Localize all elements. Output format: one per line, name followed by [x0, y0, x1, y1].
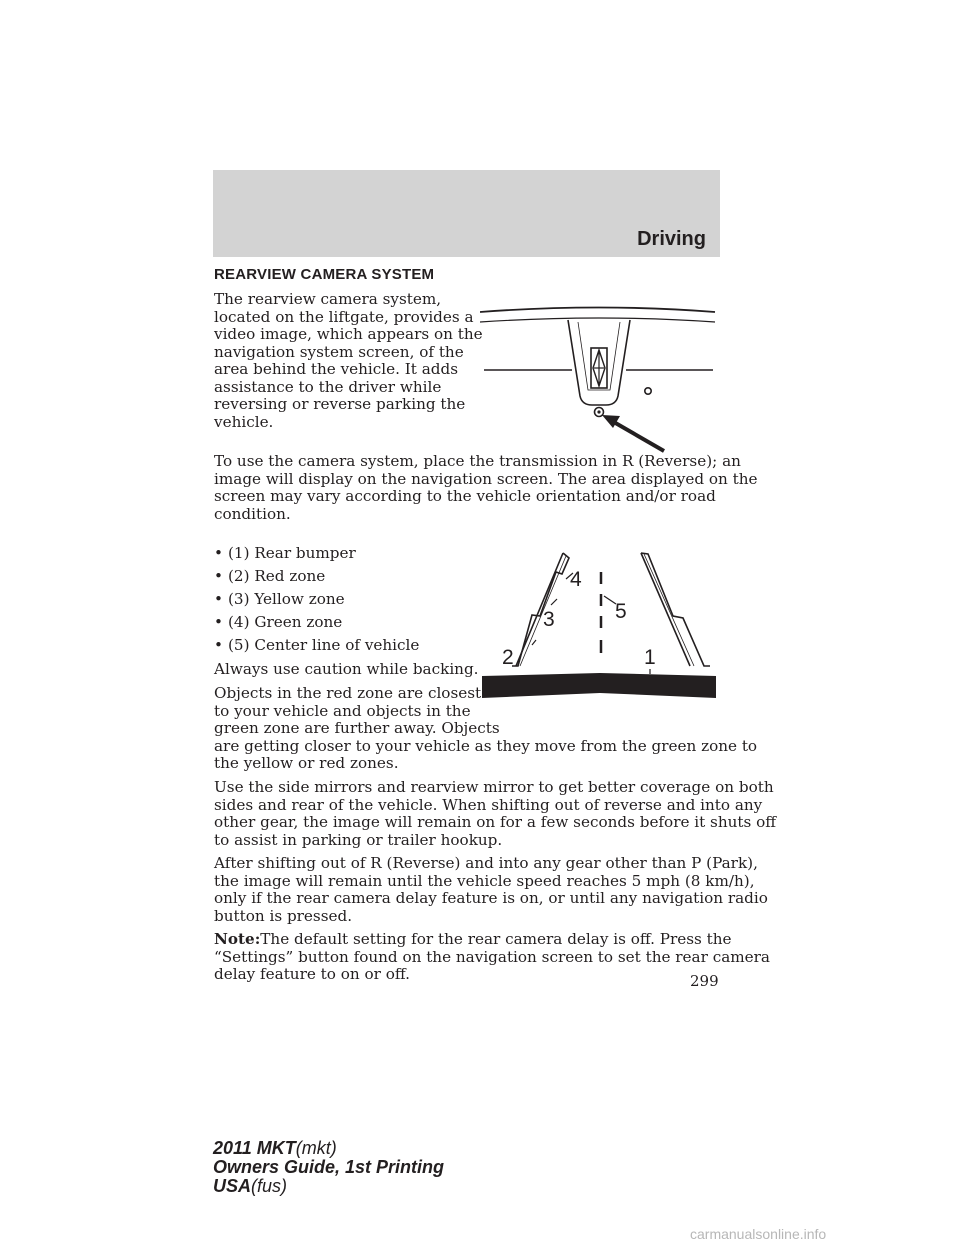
text-line: delay feature to on or off.: [214, 965, 410, 983]
callout-1: 1: [644, 646, 656, 669]
text-line: condition.: [214, 504, 291, 523]
callout-5: 5: [615, 600, 627, 623]
text-line: sides and rear of the vehicle. When shifting out of reverse and into any: [214, 795, 763, 814]
footer-line: [213, 1139, 444, 1158]
footer-market-code: (fus): [251, 1176, 288, 1196]
watermark: carmanualsonline.info: [690, 1226, 827, 1242]
text-line: video image, which appears on the: [214, 325, 483, 343]
text-line: area behind the vehicle. It adds: [214, 360, 459, 378]
text-line: Use the side mirrors and rearview mirror to get better coverage on both: [214, 778, 774, 796]
list-item: [214, 614, 342, 632]
list-item-text: (4) Green zone: [228, 613, 343, 631]
text-line: only if the rear camera delay feature is on, or until any navigation radio: [214, 889, 768, 907]
bullet-glyph: •: [214, 613, 223, 631]
list-item-text: (2) Red zone: [228, 567, 326, 585]
footer-model-code: (mkt): [295, 1138, 337, 1158]
section-header-band: [213, 170, 720, 257]
text-line: green zone are further away. Objects: [214, 719, 500, 737]
text-line: image will display on the navigation screen. The area displayed on the: [214, 469, 758, 488]
pointer-arrow-icon: [602, 415, 664, 451]
text-line: other gear, the image will remain on for a few seconds before it shuts off: [214, 813, 777, 831]
text-line: screen may vary according to the vehicle orientation and/or road: [214, 487, 716, 505]
footer-model: 2011 MKT: [213, 1138, 296, 1158]
text-line: to assist in parking or trailer hookup.: [214, 830, 503, 849]
callout-4: 4: [570, 568, 582, 591]
bullet-glyph: •: [214, 544, 223, 562]
list-item-text: (1) Rear bumper: [228, 544, 356, 562]
page-number: 299: [690, 972, 719, 990]
text-line: the image will remain until the vehicle speed reaches 5 mph (8 km/h),: [214, 871, 755, 890]
text-line: To use the camera system, place the transmission in R (Reverse); an: [214, 452, 741, 470]
note-text: The default setting for the rear camera delay is off. Press the: [260, 930, 732, 948]
text-line: “Settings” button found on the navigation screen to set the rear camera: [214, 947, 770, 966]
text-line: [214, 931, 732, 949]
list-item-text: (5) Center line of vehicle: [228, 636, 420, 654]
list-item-text: (3) Yellow zone: [228, 590, 345, 608]
footer-guide: Owners Guide, 1st Printing: [213, 1157, 445, 1177]
bullet-glyph: •: [214, 567, 223, 585]
rear-bumper: [482, 673, 716, 698]
text-line: navigation system screen, of the: [214, 342, 464, 361]
text-line: The rearview camera system,: [214, 290, 442, 308]
logo-emblem-icon: [591, 348, 607, 388]
section-heading: REARVIEW CAMERA SYSTEM: [214, 266, 435, 283]
caution-text: Always use caution while backing.: [214, 660, 479, 678]
list-item: [214, 591, 345, 609]
bullet-glyph: •: [214, 636, 223, 654]
list-item: [214, 568, 325, 586]
camera-location-illustration: [480, 300, 720, 460]
list-item: [214, 545, 356, 563]
callout-2: 2: [502, 646, 514, 669]
text-line: the yellow or red zones.: [214, 754, 399, 772]
text-line: to your vehicle and objects in the: [214, 701, 471, 720]
bullet-glyph: •: [214, 590, 223, 608]
section-title: Driving: [637, 228, 706, 250]
text-line: vehicle.: [214, 412, 274, 431]
text-line: button is pressed.: [214, 906, 353, 925]
camera-zones-diagram: [480, 548, 720, 700]
text-line: After shifting out of R (Reverse) and into any gear other than P (Park),: [214, 854, 758, 872]
text-line: reversing or reverse parking the: [214, 395, 466, 413]
text-line: Objects in the red zone are closest: [214, 684, 482, 702]
callout-3: 3: [543, 608, 555, 631]
text-line: assistance to the driver while: [214, 377, 442, 396]
footer-line: [213, 1158, 444, 1177]
note-label: Note:: [214, 930, 261, 948]
print-footer: [213, 1139, 444, 1196]
text-line: are getting closer to your vehicle as they move from the green zone to: [214, 736, 758, 755]
footer-line: [213, 1177, 444, 1196]
list-item: [214, 637, 419, 655]
text-line: located on the liftgate, provides a: [214, 307, 474, 326]
footer-market: USA: [213, 1176, 252, 1196]
